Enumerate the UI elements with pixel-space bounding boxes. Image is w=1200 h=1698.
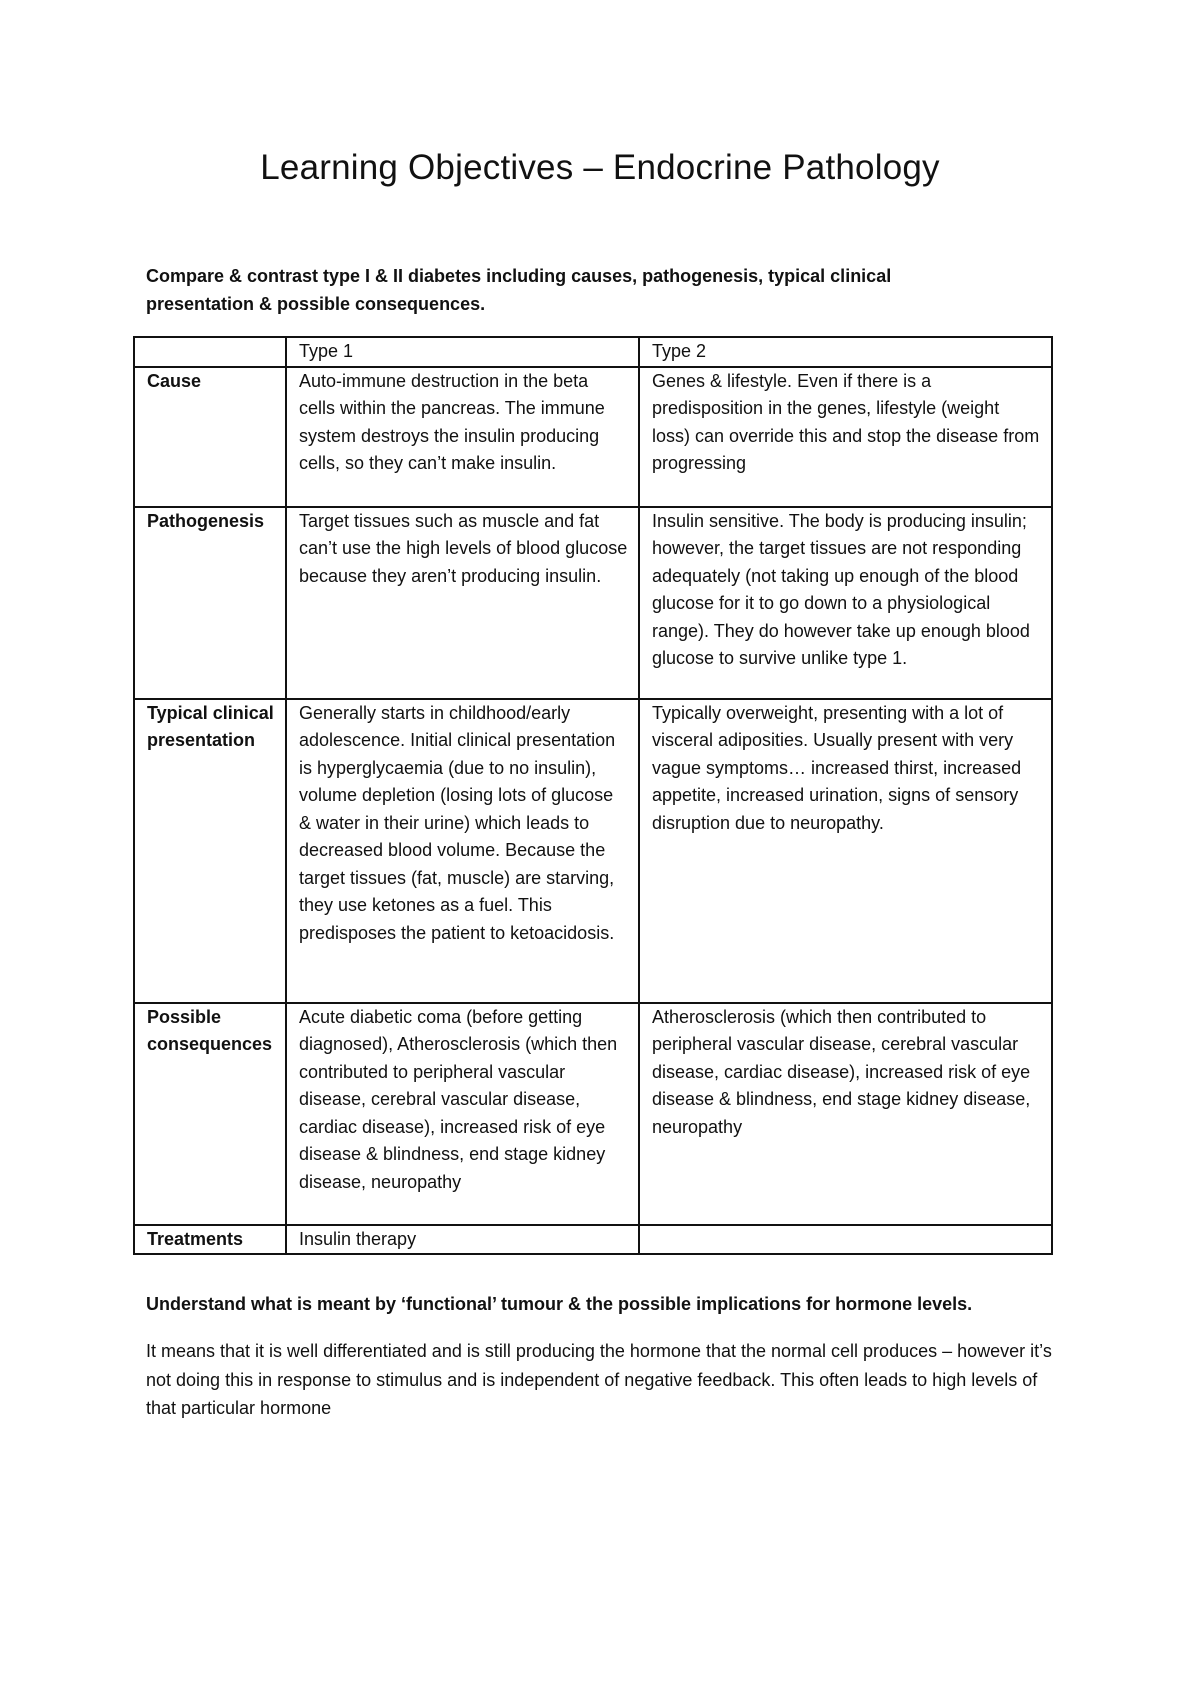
table-header-row: [134, 337, 1052, 367]
table-header-blank: [134, 337, 286, 367]
table-row: [134, 1003, 1052, 1225]
table-row: [134, 1225, 1052, 1255]
objective-heading-functional-tumour: Understand what is meant by ‘functional’ tumour & the possible implications for hormone levels.: [146, 1294, 973, 1314]
answer-functional-tumour: It means that it is well differentiated and is still producing the hormone that the normal cell produces – however it’s not doing this in response to stimulus and is independent of negative feedback. This often leads to high levels of that particular hormone: [146, 1341, 1052, 1418]
cell-type1-pathogenesis: Target tissues such as muscle and fat can’t use the high levels of blood glucose because they aren’t producing insulin.: [286, 507, 639, 699]
table-header-type1: Type 1: [286, 337, 639, 367]
cell-type1-treatments: Insulin therapy: [286, 1225, 639, 1255]
row-label-consequences: Possible consequences: [134, 1003, 286, 1225]
row-label-treatments: Treatments: [134, 1225, 286, 1255]
cell-type2-treatments: [639, 1225, 1052, 1255]
page-title: Learning Objectives – Endocrine Pathology: [260, 148, 940, 187]
row-label-cause: Cause: [134, 367, 286, 507]
cell-type2-consequences: Atherosclerosis (which then contributed to peripheral vascular disease, cerebral vascular disease, cardiac disease), increased risk of eye disease & blindness, end stage kidney disease, neuropathy: [639, 1003, 1052, 1225]
cell-type2-clinical-presentation: Typically overweight, presenting with a lot of visceral adiposities. Usually present with very vague symptoms… increased thirst, increased appetite, increased urination, signs of sensory disruption due to neuropathy.: [639, 699, 1052, 1003]
table-row: [134, 507, 1052, 699]
objective-heading-diabetes: Compare & contrast type I & II diabetes including causes, pathogenesis, typical clinical presentation & possible consequences.: [146, 266, 892, 314]
row-label-pathogenesis: Pathogenesis: [134, 507, 286, 699]
cell-type1-cause: Auto-immune destruction in the beta cells within the pancreas. The immune system destroys the insulin producing cells, so they can’t make insulin.: [286, 367, 639, 507]
table-row: [134, 367, 1052, 507]
cell-type1-consequences: Acute diabetic coma (before getting diagnosed), Atherosclerosis (which then contributed to peripheral vascular disease, cerebral vascular disease, cardiac disease), increased risk of eye disease & blindness, end stage kidney disease, neuropathy: [286, 1003, 639, 1225]
cell-type1-clinical-presentation: Generally starts in childhood/early adolescence. Initial clinical presentation is hyperglycaemia (due to no insulin), volume depletion (losing lots of glucose & water in their urine) which leads to decreased blood volume. Because the target tissues (fat, muscle) are starving, they use ketones as a fuel. This predisposes the patient to ketoacidosis.: [286, 699, 639, 1003]
cell-type2-pathogenesis: Insulin sensitive. The body is producing insulin; however, the target tissues are not responding adequately (not taking up enough of the blood glucose for it to go down to a physiological range). They do however take up enough blood glucose to survive unlike type 1.: [639, 507, 1052, 699]
cell-type2-cause: Genes & lifestyle. Even if there is a predisposition in the genes, lifestyle (weight loss) can override this and stop the disease from progressing: [639, 367, 1052, 507]
table-header-type2: Type 2: [639, 337, 1052, 367]
row-label-clinical-presentation: Typical clinical presentation: [134, 699, 286, 1003]
diabetes-comparison-table: [133, 336, 1053, 1255]
table-row: [134, 699, 1052, 1003]
